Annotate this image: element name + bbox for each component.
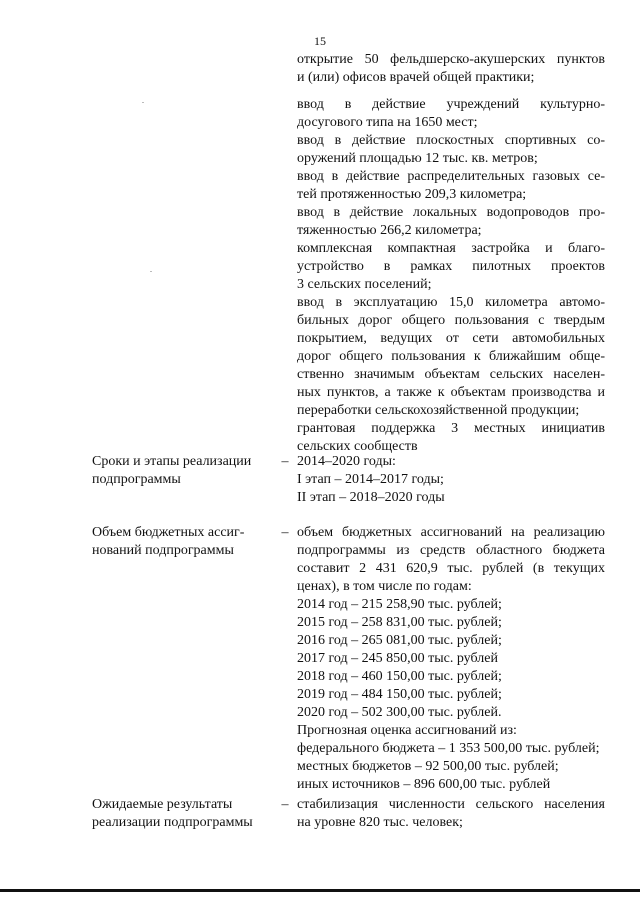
top-line: бильных дорог общего пользования с твердым [297, 313, 605, 328]
row-value-line: на уровне 820 тыс. человек; [297, 815, 463, 830]
top-line: ввод в действие локальных водопроводов про- [297, 205, 605, 220]
top-line: покрытием, ведущих от сети автомобильных [297, 331, 605, 346]
row-value-line: 2016 год – 265 081,00 тыс. рублей; [297, 633, 502, 648]
bottom-rule [0, 889, 640, 892]
top-line: комплексная компактная застройка и благо- [297, 241, 605, 256]
row-value-line: 2019 год – 484 150,00 тыс. рублей; [297, 687, 502, 702]
row-label: Ожидаемые результаты реализации подпрограммы [92, 797, 253, 830]
top-line: досугового типа на 1650 мест; [297, 115, 478, 130]
row-value-line: I этап – 2014–2017 годы; [297, 472, 444, 487]
row-dash: – [281, 797, 289, 812]
top-line: ных пунктов, а также к объектам производства и [297, 385, 605, 400]
row-value-line: Прогнозная оценка ассигнований из: [297, 723, 517, 738]
top-line: сельских сообществ [297, 439, 418, 454]
top-line: грантовая поддержка 3 местных инициатив [297, 421, 605, 436]
row-value-line: 2017 год – 245 850,00 тыс. рублей [297, 651, 498, 666]
row-label: Объем бюджетных ассиг-нований подпрограммы [92, 525, 245, 558]
row-value-line: составит 2 431 620,9 тыс. рублей (в текущих [297, 561, 605, 576]
row-value-line: стабилизация численности сельского населения [297, 797, 605, 812]
row-dash: – [281, 525, 289, 540]
row-value-line: федерального бюджета – 1 353 500,00 тыс. рублей; [297, 741, 600, 756]
row-value-line: иных источников – 896 600,00 тыс. рублей [297, 777, 551, 792]
top-line: тей протяженностью 209,3 километра; [297, 187, 527, 202]
row-value-line: 2015 год – 258 831,00 тыс. рублей; [297, 615, 502, 630]
row-value-line: объем бюджетных ассигнований на реализацию [297, 525, 605, 540]
row-value-line: ценах), в том числе по годам: [297, 579, 472, 594]
top-line: устройство в рамках пилотных проектов [297, 259, 605, 274]
top-line: ввод в эксплуатацию 15,0 километра автомо- [297, 295, 605, 310]
page-number: 15 [314, 34, 326, 48]
row-dash: – [281, 454, 289, 469]
row-value-line: 2014 год – 215 258,90 тыс. рублей; [297, 597, 502, 612]
row-value-line: II этап – 2018–2020 годы [297, 490, 445, 505]
top-line: ввод в действие плоскостных спортивных со- [297, 133, 605, 148]
top-line: тяженностью 266,2 километра; [297, 223, 482, 238]
row-value-line: 2020 год – 502 300,00 тыс. рублей. [297, 705, 502, 720]
scan-speck [150, 271, 152, 272]
top-line: оружений площадью 12 тыс. кв. метров; [297, 151, 538, 166]
top-line: ввод в действие распределительных газовых се- [297, 169, 605, 184]
scan-speck [142, 102, 144, 103]
row-label: Сроки и этапы реализации подпрограммы [92, 454, 252, 487]
top-line: ввод в действие учреждений культурно- [297, 97, 605, 112]
row-value-line: 2014–2020 годы: [297, 454, 396, 469]
row-value-line: подпрограммы из средств областного бюджета [297, 543, 605, 558]
top-line: переработки сельскохозяйственной продукции; [297, 403, 580, 418]
top-line: и (или) офисов врачей общей практики; [297, 70, 535, 85]
row-value-line: 2018 год – 460 150,00 тыс. рублей; [297, 669, 502, 684]
row-value-line: местных бюджетов – 92 500,00 тыс. рублей; [297, 759, 559, 774]
top-line: открытие 50 фельдшерско-акушерских пунктов [297, 52, 605, 67]
top-line: 3 сельских поселений; [297, 277, 432, 292]
top-line: ственно значимым объектам сельских населен- [297, 367, 605, 382]
top-line: дорог общего пользования к ближайшим обще- [297, 349, 605, 364]
